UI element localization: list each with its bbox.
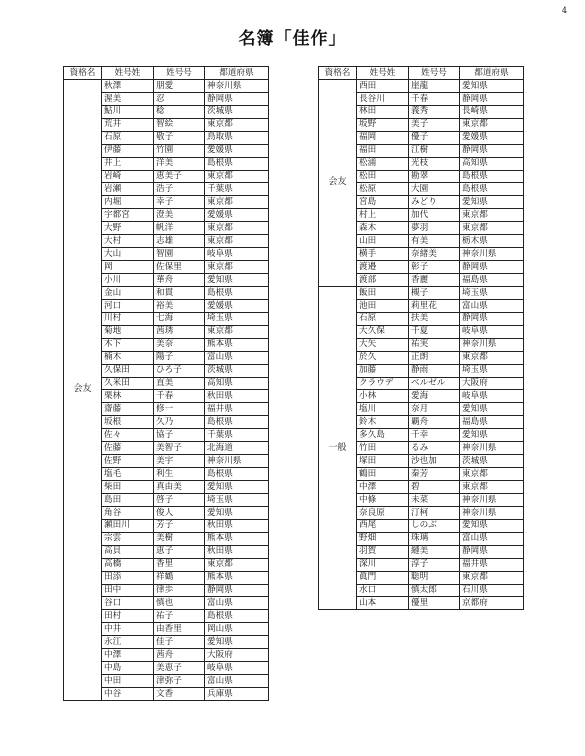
surname-cell: 佐野 bbox=[102, 455, 154, 468]
surname-cell: 塩川 bbox=[357, 403, 409, 416]
prefecture-cell: 愛媛県 bbox=[205, 209, 269, 222]
given-name-cell: 智絵 bbox=[154, 118, 205, 131]
given-name-cell: 七海 bbox=[154, 312, 205, 325]
given-name-cell: 啓子 bbox=[154, 493, 205, 506]
surname-cell: 深川 bbox=[357, 558, 409, 571]
given-name-cell: 沙也加 bbox=[409, 455, 460, 468]
given-name-cell: 祐実 bbox=[409, 338, 460, 351]
prefecture-cell: 神奈川県 bbox=[460, 506, 524, 519]
prefecture-cell: 神奈川県 bbox=[460, 248, 524, 261]
given-name-cell: しのぶ bbox=[409, 519, 460, 532]
surname-cell: 宗雲 bbox=[102, 532, 154, 545]
prefecture-cell: 島根県 bbox=[205, 286, 269, 299]
surname-cell: 坂根 bbox=[102, 416, 154, 429]
prefecture-cell: 北海道 bbox=[205, 442, 269, 455]
surname-cell: 河口 bbox=[102, 299, 154, 312]
given-name-cell: 有美 bbox=[409, 235, 460, 248]
prefecture-cell: 島根県 bbox=[205, 157, 269, 170]
prefecture-cell: 東京都 bbox=[460, 118, 524, 131]
surname-cell: 塚田 bbox=[357, 455, 409, 468]
surname-cell: 鶴田 bbox=[357, 468, 409, 481]
surname-cell: 岩瀬 bbox=[102, 183, 154, 196]
header-prefecture: 都道府県 bbox=[205, 67, 269, 80]
given-name-cell: 幸子 bbox=[154, 196, 205, 209]
given-name-cell: ひろ子 bbox=[154, 364, 205, 377]
prefecture-cell: 愛媛県 bbox=[460, 131, 524, 144]
surname-cell: 永江 bbox=[102, 636, 154, 649]
surname-cell: 坂野 bbox=[357, 118, 409, 131]
surname-cell: 鈴木 bbox=[357, 416, 409, 429]
given-name-cell: 祐子 bbox=[154, 610, 205, 623]
surname-cell: 林田 bbox=[357, 105, 409, 118]
given-name-cell: 秦芳 bbox=[409, 468, 460, 481]
surname-cell: 眞門 bbox=[357, 571, 409, 584]
prefecture-cell: 東京都 bbox=[205, 235, 269, 248]
prefecture-cell: 石川県 bbox=[460, 584, 524, 597]
surname-cell: 中澤 bbox=[357, 481, 409, 494]
prefecture-cell: 静岡県 bbox=[460, 144, 524, 157]
prefecture-cell: 東京都 bbox=[205, 558, 269, 571]
prefecture-cell: 茨城県 bbox=[460, 455, 524, 468]
prefecture-cell: 東京都 bbox=[205, 196, 269, 209]
header-prefecture: 都道府県 bbox=[460, 67, 524, 80]
surname-cell: 大矢 bbox=[357, 338, 409, 351]
prefecture-cell: 静岡県 bbox=[460, 261, 524, 274]
prefecture-cell: 島根県 bbox=[460, 170, 524, 183]
surname-cell: 菊地 bbox=[102, 325, 154, 338]
given-name-cell: 浩子 bbox=[154, 183, 205, 196]
surname-cell: 石原 bbox=[102, 131, 154, 144]
surname-cell: 塩毛 bbox=[102, 468, 154, 481]
prefecture-cell: 秋田県 bbox=[205, 545, 269, 558]
given-name-cell: 協子 bbox=[154, 429, 205, 442]
surname-cell: 西尾 bbox=[357, 519, 409, 532]
given-name-cell: 香里 bbox=[154, 558, 205, 571]
given-name-cell: 竹園 bbox=[154, 144, 205, 157]
given-name-cell: 陽子 bbox=[154, 351, 205, 364]
prefecture-cell: 岐阜県 bbox=[460, 390, 524, 403]
surname-cell: 佐藤 bbox=[102, 442, 154, 455]
prefecture-cell: 東京都 bbox=[460, 571, 524, 584]
surname-cell: 奈良原 bbox=[357, 506, 409, 519]
given-name-cell: 敬子 bbox=[154, 131, 205, 144]
given-name-cell: 津弥子 bbox=[154, 675, 205, 688]
prefecture-cell: 茨城県 bbox=[205, 364, 269, 377]
prefecture-cell: 愛知県 bbox=[460, 429, 524, 442]
prefecture-cell: 東京都 bbox=[460, 351, 524, 364]
surname-cell: 田中 bbox=[102, 584, 154, 597]
surname-cell: 田村 bbox=[102, 610, 154, 623]
given-name-cell: 佐保里 bbox=[154, 261, 205, 274]
prefecture-cell: 富山県 bbox=[460, 532, 524, 545]
given-name-cell: 洋美 bbox=[154, 157, 205, 170]
surname-cell: 齋藤 bbox=[102, 403, 154, 416]
prefecture-cell: 神奈川県 bbox=[460, 493, 524, 506]
given-name-cell: 芳子 bbox=[154, 519, 205, 532]
surname-cell: 秋澤 bbox=[102, 79, 154, 92]
page-title: 名簿「佳作」 bbox=[238, 29, 347, 49]
category-cell: 一般 bbox=[319, 286, 357, 609]
prefecture-cell: 茨城県 bbox=[205, 105, 269, 118]
prefecture-cell: 静岡県 bbox=[205, 584, 269, 597]
table-row bbox=[64, 79, 269, 92]
prefecture-cell: 埼玉県 bbox=[460, 364, 524, 377]
given-name-cell: 義秀 bbox=[409, 105, 460, 118]
surname-cell: 飯田 bbox=[357, 286, 409, 299]
surname-cell: 内堀 bbox=[102, 196, 154, 209]
surname-cell: 於久 bbox=[357, 351, 409, 364]
surname-cell: 加藤 bbox=[357, 364, 409, 377]
given-name-cell: 美奈 bbox=[154, 338, 205, 351]
surname-cell: 中井 bbox=[102, 623, 154, 636]
header-qualification: 資格名 bbox=[319, 67, 357, 80]
given-name-cell: 茜琇 bbox=[154, 325, 205, 338]
prefecture-cell: 大阪府 bbox=[460, 377, 524, 390]
surname-cell: 松田 bbox=[357, 170, 409, 183]
given-name-cell: 未菜 bbox=[409, 493, 460, 506]
table-header-row bbox=[319, 67, 524, 80]
surname-cell: 中條 bbox=[357, 493, 409, 506]
surname-cell: 大久保 bbox=[357, 325, 409, 338]
given-name-cell: 夢羽 bbox=[409, 222, 460, 235]
given-name-cell: るみ bbox=[409, 442, 460, 455]
prefecture-cell: 福井県 bbox=[205, 403, 269, 416]
surname-cell: 多久島 bbox=[357, 429, 409, 442]
surname-cell: 岡 bbox=[102, 261, 154, 274]
surname-cell: 島田 bbox=[102, 493, 154, 506]
given-name-cell: 正朗 bbox=[409, 351, 460, 364]
surname-cell: 楠木 bbox=[102, 351, 154, 364]
surname-cell: 谷口 bbox=[102, 597, 154, 610]
given-name-cell: 千春 bbox=[154, 390, 205, 403]
surname-cell: 伊藤 bbox=[102, 144, 154, 157]
surname-cell: 久保田 bbox=[102, 364, 154, 377]
surname-cell: 横手 bbox=[357, 248, 409, 261]
given-name-cell: 香麗 bbox=[409, 274, 460, 287]
given-name-cell: 千春 bbox=[409, 92, 460, 105]
surname-cell: 川村 bbox=[102, 312, 154, 325]
prefecture-cell: 愛知県 bbox=[460, 79, 524, 92]
prefecture-cell: 埼玉県 bbox=[205, 493, 269, 506]
given-name-cell: みどり bbox=[409, 196, 460, 209]
table-row bbox=[319, 79, 524, 92]
given-name-cell: 久乃 bbox=[154, 416, 205, 429]
prefecture-cell: 秋田県 bbox=[205, 390, 269, 403]
given-name-cell: 智園 bbox=[154, 248, 205, 261]
prefecture-cell: 神奈川県 bbox=[205, 79, 269, 92]
given-name-cell: 勘翠 bbox=[409, 170, 460, 183]
surname-cell: 石原 bbox=[357, 312, 409, 325]
given-name-cell: 朋愛 bbox=[154, 79, 205, 92]
surname-cell: 荒井 bbox=[102, 118, 154, 131]
given-name-cell: 裕美 bbox=[154, 299, 205, 312]
given-name-cell: 慎太郎 bbox=[409, 584, 460, 597]
prefecture-cell: 高知県 bbox=[460, 157, 524, 170]
given-name-cell: 愛海 bbox=[409, 390, 460, 403]
prefecture-cell: 東京都 bbox=[460, 481, 524, 494]
surname-cell: 長谷川 bbox=[357, 92, 409, 105]
given-name-cell: 奈月 bbox=[409, 403, 460, 416]
surname-cell: 田添 bbox=[102, 571, 154, 584]
given-name-cell: 修一 bbox=[154, 403, 205, 416]
prefecture-cell: 兵庫県 bbox=[205, 688, 269, 701]
given-name-cell: 美樹 bbox=[154, 532, 205, 545]
header-qualification: 資格名 bbox=[64, 67, 102, 80]
prefecture-cell: 千葉県 bbox=[205, 429, 269, 442]
given-name-cell: 直美 bbox=[154, 377, 205, 390]
prefecture-cell: 富山県 bbox=[205, 351, 269, 364]
given-name-cell: 恵子 bbox=[154, 545, 205, 558]
prefecture-cell: 愛知県 bbox=[205, 481, 269, 494]
given-name-cell: 志雄 bbox=[154, 235, 205, 248]
surname-cell: 大野 bbox=[102, 222, 154, 235]
given-name-cell: 淳子 bbox=[409, 558, 460, 571]
surname-cell: 金山 bbox=[102, 286, 154, 299]
surname-cell: 野畑 bbox=[357, 532, 409, 545]
given-name-cell: 祥鶴 bbox=[154, 571, 205, 584]
prefecture-cell: 熊本県 bbox=[205, 571, 269, 584]
prefecture-cell: 愛知県 bbox=[205, 274, 269, 287]
category-cell: 会友 bbox=[64, 79, 102, 700]
surname-cell: 羽賀 bbox=[357, 545, 409, 558]
surname-cell: 山本 bbox=[357, 597, 409, 610]
surname-cell: 福岡 bbox=[357, 131, 409, 144]
surname-cell: 久米田 bbox=[102, 377, 154, 390]
prefecture-cell: 東京都 bbox=[205, 170, 269, 183]
given-name-cell: 利生 bbox=[154, 468, 205, 481]
prefecture-cell: 東京都 bbox=[460, 209, 524, 222]
prefecture-cell: 愛媛県 bbox=[205, 299, 269, 312]
surname-cell: 柴田 bbox=[102, 481, 154, 494]
given-name-cell: 美恵子 bbox=[154, 662, 205, 675]
surname-cell: 高貝 bbox=[102, 545, 154, 558]
table-row bbox=[319, 286, 524, 299]
surname-cell: 松原 bbox=[357, 183, 409, 196]
given-name-cell: 茜舟 bbox=[154, 649, 205, 662]
surname-cell: 中島 bbox=[102, 662, 154, 675]
prefecture-cell: 愛知県 bbox=[460, 519, 524, 532]
prefecture-cell: 高知県 bbox=[205, 377, 269, 390]
given-name-cell: 彰子 bbox=[409, 261, 460, 274]
given-name-cell: 佳子 bbox=[154, 636, 205, 649]
surname-cell: 大山 bbox=[102, 248, 154, 261]
given-name-cell: 扶美 bbox=[409, 312, 460, 325]
surname-cell: 渡部 bbox=[357, 274, 409, 287]
surname-cell: 中田 bbox=[102, 675, 154, 688]
surname-cell: 岩崎 bbox=[102, 170, 154, 183]
prefecture-cell: 東京都 bbox=[205, 325, 269, 338]
prefecture-cell: 愛知県 bbox=[205, 636, 269, 649]
surname-cell: 角谷 bbox=[102, 506, 154, 519]
given-name-cell: 珠璃 bbox=[409, 532, 460, 545]
given-name-cell: 千夏 bbox=[409, 325, 460, 338]
given-name-cell: 加代 bbox=[409, 209, 460, 222]
given-name-cell: 美智子 bbox=[154, 442, 205, 455]
given-name-cell: 慎也 bbox=[154, 597, 205, 610]
given-name-cell: 恵美子 bbox=[154, 170, 205, 183]
given-name-cell: 莉里花 bbox=[409, 299, 460, 312]
prefecture-cell: 島根県 bbox=[205, 468, 269, 481]
prefecture-cell: 埼玉県 bbox=[460, 286, 524, 299]
prefecture-cell: 東京都 bbox=[205, 222, 269, 235]
prefecture-cell: 静岡県 bbox=[460, 92, 524, 105]
given-name-cell: 奈緒美 bbox=[409, 248, 460, 261]
given-name-cell: 美宇 bbox=[154, 455, 205, 468]
page-number: 4 bbox=[561, 6, 567, 15]
roster-table-right bbox=[318, 66, 524, 610]
given-name-cell: 光枝 bbox=[409, 157, 460, 170]
table-header-row bbox=[64, 67, 269, 80]
given-name-cell: 俊人 bbox=[154, 506, 205, 519]
given-name-cell: 美子 bbox=[409, 118, 460, 131]
surname-cell: 竹田 bbox=[357, 442, 409, 455]
given-name-cell: 澄美 bbox=[154, 209, 205, 222]
prefecture-cell: 静岡県 bbox=[205, 92, 269, 105]
surname-cell: 小林 bbox=[357, 390, 409, 403]
given-name-cell: 稔 bbox=[154, 105, 205, 118]
given-name-cell: 優里 bbox=[409, 597, 460, 610]
given-name-cell: 汀柯 bbox=[409, 506, 460, 519]
category-cell: 会友 bbox=[319, 79, 357, 286]
given-name-cell: 崖龍 bbox=[409, 79, 460, 92]
surname-cell: クラウデ bbox=[357, 377, 409, 390]
given-name-cell: 文香 bbox=[154, 688, 205, 701]
prefecture-cell: 栃木県 bbox=[460, 235, 524, 248]
given-name-cell: ベルゼル bbox=[409, 377, 460, 390]
prefecture-cell: 東京都 bbox=[460, 222, 524, 235]
given-name-cell: 聡明 bbox=[409, 571, 460, 584]
given-name-cell: 静雨 bbox=[409, 364, 460, 377]
prefecture-cell: 神奈川県 bbox=[460, 338, 524, 351]
given-name-cell: 江樹 bbox=[409, 144, 460, 157]
prefecture-cell: 岐阜県 bbox=[205, 248, 269, 261]
surname-cell: 宮島 bbox=[357, 196, 409, 209]
surname-cell: 宇都宮 bbox=[102, 209, 154, 222]
prefecture-cell: 富山県 bbox=[205, 675, 269, 688]
prefecture-cell: 東京都 bbox=[205, 118, 269, 131]
given-name-cell: 和貫 bbox=[154, 286, 205, 299]
given-name-cell: 碧 bbox=[409, 481, 460, 494]
prefecture-cell: 静岡県 bbox=[460, 545, 524, 558]
prefecture-cell: 鳥取県 bbox=[205, 131, 269, 144]
prefecture-cell: 京都府 bbox=[460, 597, 524, 610]
prefecture-cell: 岡山県 bbox=[205, 623, 269, 636]
header-given-name: 姓号号 bbox=[154, 67, 205, 80]
surname-cell: 水口 bbox=[357, 584, 409, 597]
prefecture-cell: 東京都 bbox=[460, 468, 524, 481]
surname-cell: 栗林 bbox=[102, 390, 154, 403]
prefecture-cell: 埼玉県 bbox=[205, 312, 269, 325]
prefecture-cell: 愛知県 bbox=[460, 196, 524, 209]
surname-cell: 西田 bbox=[357, 79, 409, 92]
header-surname: 姓号姓 bbox=[102, 67, 154, 80]
prefecture-cell: 大阪府 bbox=[205, 649, 269, 662]
prefecture-cell: 神奈川県 bbox=[205, 455, 269, 468]
prefecture-cell: 福島県 bbox=[460, 274, 524, 287]
surname-cell: 井上 bbox=[102, 157, 154, 170]
prefecture-cell: 長崎県 bbox=[460, 105, 524, 118]
roster-table-left bbox=[63, 66, 269, 701]
surname-cell: 松浦 bbox=[357, 157, 409, 170]
surname-cell: 福田 bbox=[357, 144, 409, 157]
prefecture-cell: 岐阜県 bbox=[460, 325, 524, 338]
surname-cell: 小川 bbox=[102, 274, 154, 287]
given-name-cell: 槻子 bbox=[409, 286, 460, 299]
given-name-cell: 律歩 bbox=[154, 584, 205, 597]
surname-cell: 山田 bbox=[357, 235, 409, 248]
prefecture-cell: 福島県 bbox=[460, 416, 524, 429]
given-name-cell: 縺美 bbox=[409, 545, 460, 558]
prefecture-cell: 愛知県 bbox=[205, 506, 269, 519]
prefecture-cell: 島根県 bbox=[205, 416, 269, 429]
surname-cell: 中谷 bbox=[102, 688, 154, 701]
given-name-cell: 由香里 bbox=[154, 623, 205, 636]
prefecture-cell: 富山県 bbox=[205, 597, 269, 610]
given-name-cell: 大園 bbox=[409, 183, 460, 196]
prefecture-cell: 福井県 bbox=[460, 558, 524, 571]
surname-cell: 高橋 bbox=[102, 558, 154, 571]
given-name-cell: 真由美 bbox=[154, 481, 205, 494]
header-surname: 姓号姓 bbox=[357, 67, 409, 80]
prefecture-cell: 千葉県 bbox=[205, 183, 269, 196]
prefecture-cell: 愛知県 bbox=[460, 403, 524, 416]
prefecture-cell: 愛媛県 bbox=[205, 144, 269, 157]
surname-cell: 瀬田川 bbox=[102, 519, 154, 532]
given-name-cell: 華舟 bbox=[154, 274, 205, 287]
surname-cell: 大村 bbox=[102, 235, 154, 248]
surname-cell: 鮎川 bbox=[102, 105, 154, 118]
prefecture-cell: 秋田県 bbox=[205, 519, 269, 532]
prefecture-cell: 東京都 bbox=[205, 261, 269, 274]
surname-cell: 木下 bbox=[102, 338, 154, 351]
surname-cell: 渥美 bbox=[102, 92, 154, 105]
surname-cell: 池田 bbox=[357, 299, 409, 312]
prefecture-cell: 岐阜県 bbox=[205, 662, 269, 675]
given-name-cell: 忍 bbox=[154, 92, 205, 105]
given-name-cell: 帆洋 bbox=[154, 222, 205, 235]
header-given-name: 姓号号 bbox=[409, 67, 460, 80]
surname-cell: 中澤 bbox=[102, 649, 154, 662]
given-name-cell: 優子 bbox=[409, 131, 460, 144]
prefecture-cell: 熊本県 bbox=[205, 532, 269, 545]
surname-cell: 村上 bbox=[357, 209, 409, 222]
surname-cell: 渡邉 bbox=[357, 261, 409, 274]
prefecture-cell: 静岡県 bbox=[460, 312, 524, 325]
given-name-cell: 覇舟 bbox=[409, 416, 460, 429]
prefecture-cell: 神奈川県 bbox=[460, 442, 524, 455]
prefecture-cell: 富山県 bbox=[460, 299, 524, 312]
given-name-cell: 千幸 bbox=[409, 429, 460, 442]
surname-cell: 森木 bbox=[357, 222, 409, 235]
prefecture-cell: 熊本県 bbox=[205, 338, 269, 351]
prefecture-cell: 島根県 bbox=[205, 610, 269, 623]
surname-cell: 佐々 bbox=[102, 429, 154, 442]
prefecture-cell: 島根県 bbox=[460, 183, 524, 196]
